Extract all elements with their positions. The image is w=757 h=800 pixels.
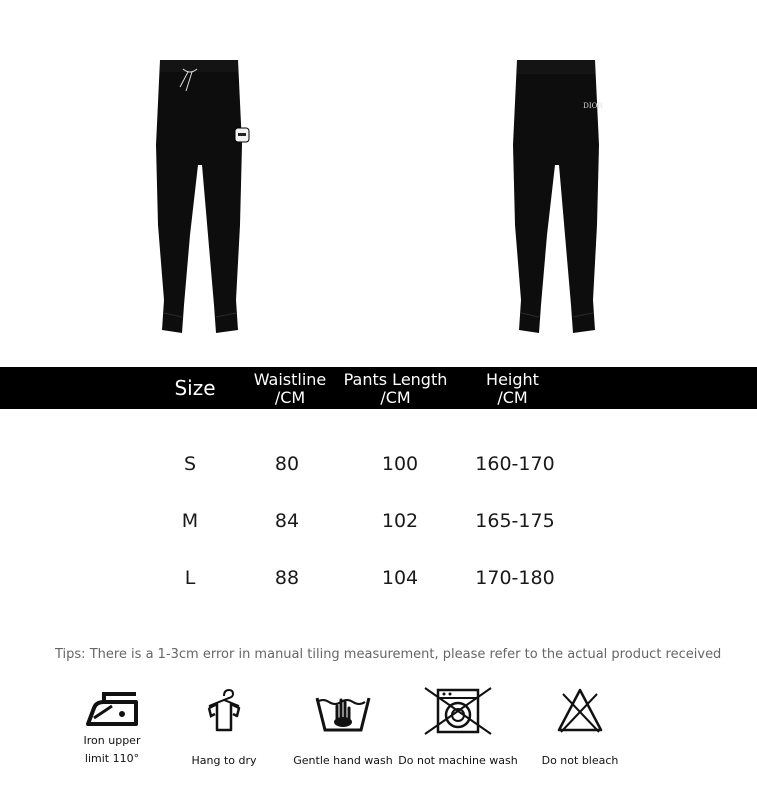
cell-size: L — [184, 567, 196, 589]
care-no-bleach — [515, 686, 645, 767]
care-hand-wash-label: Gentle hand wash — [293, 754, 393, 767]
care-hang-dry — [159, 686, 289, 767]
table-row — [0, 453, 757, 483]
cell-size: S — [183, 453, 197, 475]
hanger-shirt-icon — [201, 686, 247, 736]
back-logo: DIOR — [583, 102, 603, 110]
care-no-machine-wash — [393, 686, 523, 767]
pants-front-image — [150, 55, 250, 335]
cell-waist: 80 — [274, 453, 300, 475]
header-waistline-line2: /CM — [274, 388, 306, 407]
care-hand-wash — [278, 686, 408, 767]
header-pants-line1: Pants Length — [343, 370, 448, 389]
cell-pants-length: 100 — [381, 453, 419, 475]
cell-height: 170-180 — [475, 567, 555, 589]
cell-pants-length: 102 — [381, 510, 419, 532]
header-waistline — [250, 371, 330, 407]
cell-waist: 84 — [274, 510, 300, 532]
no-machine-wash-icon — [423, 686, 493, 736]
header-pants-length — [338, 371, 453, 407]
cell-size: M — [181, 510, 199, 532]
header-waistline-line1: Waistline — [253, 370, 327, 389]
table-row — [0, 567, 757, 597]
care-iron-line2: limit 110° — [84, 752, 140, 765]
cell-waist: 88 — [274, 567, 300, 589]
no-bleach-icon — [555, 686, 605, 736]
cell-pants-length: 104 — [381, 567, 419, 589]
measurement-tips: Tips: There is a 1-3cm error in manual tiling measurement, please refer to the actual product received — [55, 647, 722, 662]
size-table-header — [0, 367, 757, 409]
header-height-line1: Height — [486, 370, 539, 389]
iron-icon — [82, 686, 142, 732]
cell-height: 160-170 — [475, 453, 555, 475]
header-height-line2: /CM — [497, 388, 528, 407]
care-no-bleach-label: Do not bleach — [541, 754, 619, 767]
care-iron — [47, 686, 177, 765]
hand-wash-icon — [313, 686, 373, 736]
header-size: Size — [174, 376, 216, 400]
table-row — [0, 510, 757, 540]
care-iron-line1: Iron upper — [83, 734, 141, 747]
header-pants-line2: /CM — [380, 388, 411, 407]
care-no-machine-label: Do not machine wash — [398, 754, 518, 767]
cell-height: 165-175 — [475, 510, 555, 532]
pants-back-image — [507, 55, 607, 335]
care-hang-label: Hang to dry — [191, 754, 257, 767]
header-height — [470, 371, 555, 407]
